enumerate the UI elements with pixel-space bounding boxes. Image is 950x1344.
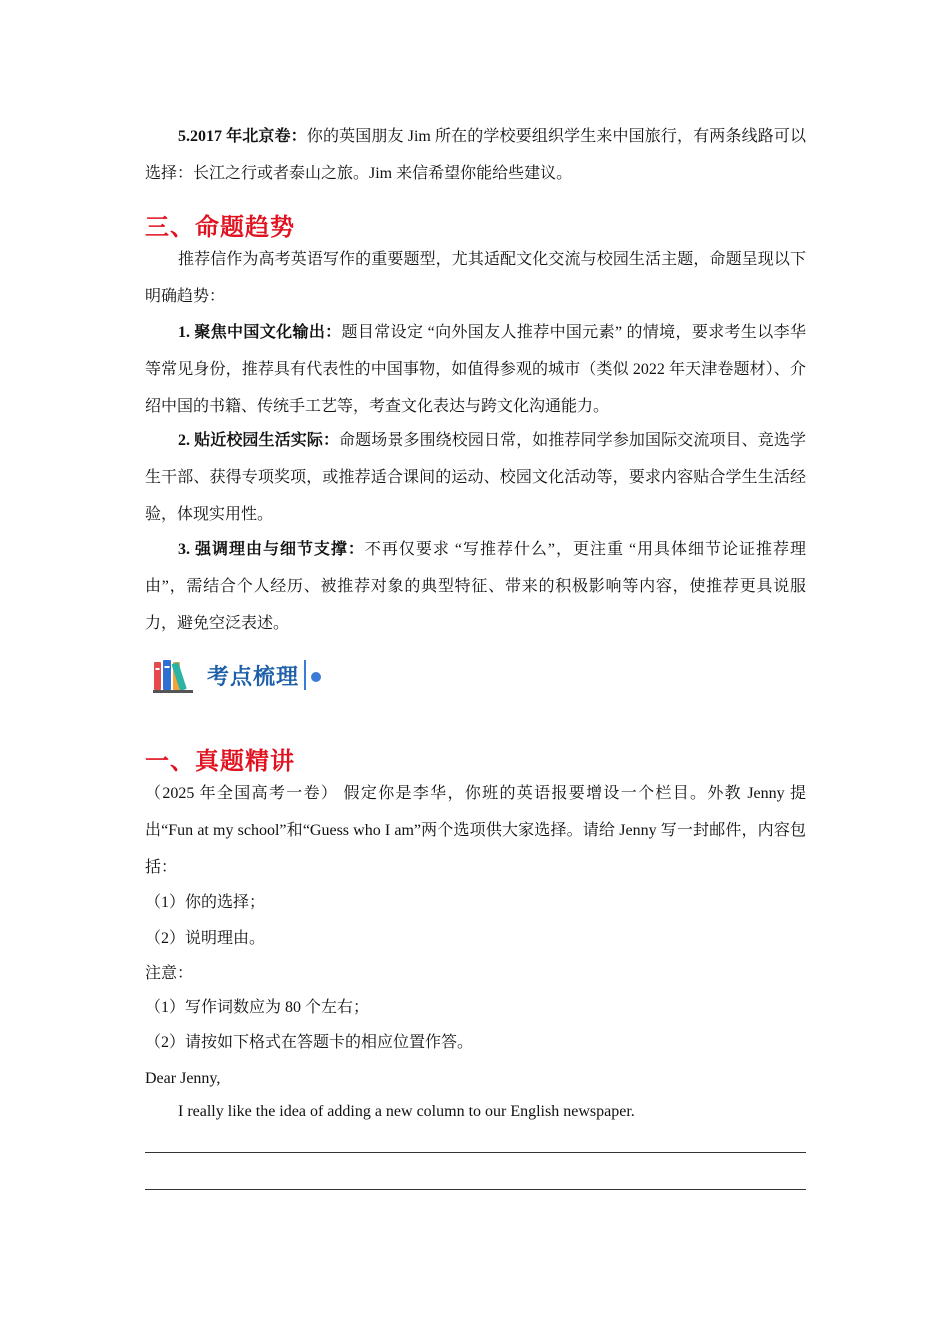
question-5-lead: 5.2017 年北京卷： bbox=[178, 128, 307, 145]
trend-item-3-lead: 3. 强调理由与细节支撑： bbox=[178, 541, 365, 558]
key-points-label: 考点梳理 bbox=[207, 665, 300, 690]
books-icon bbox=[153, 656, 201, 696]
trend-item-1-lead: 1. 聚焦中国文化输出： bbox=[178, 324, 342, 341]
section-3-heading: 三、命题趋势 bbox=[145, 215, 295, 241]
trend-item-1-text: 题目常设定 “向外国友人推荐中国元素” 的情境，要求考生以李华等常见身份，推荐具有代表性的中国事物，如值得参观的城市（类似 2022 年天津卷题材）、介绍中国的书籍、传统手工艺等，考查文化表达与跨文化沟通能力。 bbox=[145, 324, 806, 415]
exam-prompt: （2025 年全国高考一卷） 假定你是李华，你班的英语报要增设一个栏目。外教 Jenny 提出“Fun at my school”和“Guess who I am”两个选项供大家选择。请给 Jenny 写一封邮件，内容包括： bbox=[145, 785, 806, 876]
question-5 bbox=[145, 118, 806, 192]
trend-item-2 bbox=[145, 422, 806, 533]
trend-item-1 bbox=[145, 314, 806, 425]
prompt-point-1: （1）你的选择； bbox=[145, 894, 266, 911]
trend-item-2-lead: 2. 贴近校园生活实际： bbox=[178, 432, 340, 449]
answer-line-1[interactable] bbox=[145, 1152, 806, 1153]
trend-item-2-text: 命题场景多围绕校园日常，如推荐同学参加国际交流项目、竞选学生干部、获得专项奖项，或推荐适合课间的运动、校园文化活动等，要求内容贴合学生生活经验，体现实用性。 bbox=[145, 432, 806, 523]
prompt-point-2: （2）说明理由。 bbox=[145, 930, 266, 947]
text-cursor bbox=[304, 660, 306, 690]
letter-opening: I really like the idea of adding a new column to our English newspaper. bbox=[178, 1103, 635, 1120]
question-5-text: 你的英国朋友 Jim 所在的学校要组织学生来中国旅行，有两条线路可以选择：长江之行或者泰山之旅。Jim 来信希望你能给些建议。 bbox=[145, 128, 806, 182]
notes-label: 注意： bbox=[145, 965, 194, 982]
letter-salutation: Dear Jenny, bbox=[145, 1070, 221, 1087]
trend-item-3 bbox=[145, 531, 806, 642]
badge-dot-icon bbox=[311, 672, 321, 682]
trend-item-3-text: 不再仅要求 “写推荐什么”，更注重 “用具体细节论证推荐理由”，需结合个人经历、被推荐对象的典型特征、带来的积极影响等内容，使推荐更具说服力，避免空泛表述。 bbox=[145, 541, 806, 632]
note-1: （1）写作词数应为 80 个左右； bbox=[145, 999, 370, 1016]
section-1-heading: 一、真题精讲 bbox=[145, 749, 295, 775]
key-points-badge bbox=[153, 656, 333, 696]
answer-line-2[interactable] bbox=[145, 1189, 806, 1190]
note-2: （2）请按如下格式在答题卡的相应位置作答。 bbox=[145, 1034, 474, 1051]
section-3-intro: 推荐信作为高考英语写作的重要题型，尤其适配文化交流与校园生活主题，命题呈现以下明确趋势： bbox=[145, 251, 806, 305]
